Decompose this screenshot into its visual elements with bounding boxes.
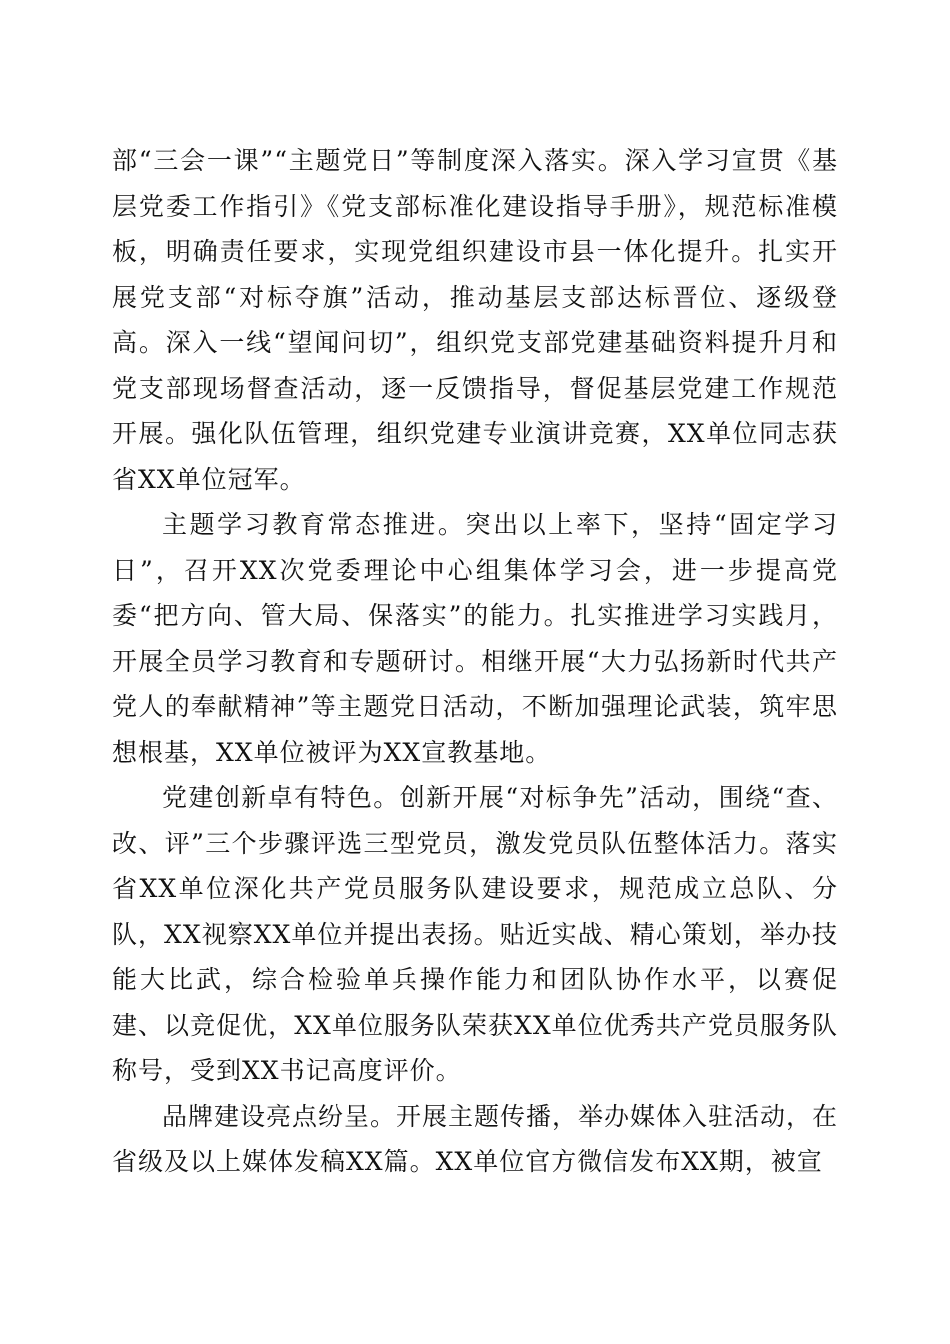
paragraph-theme-study: 主题学习教育常态推进。突出以上率下，坚持“固定学习日”，召开XX次党委理论中心组集体学习会，进一步提高党委“把方向、管大局、保落实”的能力。扎实推进学习实践月，开展全员学习教育和专题研讨。相继开展“大力弘扬新时代共产党人的奉献精神”等主题党日活动，不断加强理论武装，筑牢思想根基，XX单位被评为XX宣教基地。 [112, 510, 838, 767]
document-body [112, 138, 838, 1185]
paragraph-brand-building: 品牌建设亮点纷呈。开展主题传播，举办媒体入驻活动，在省级及以上媒体发稿XX篇。XX单位官方微信发布XX期，被宣 [112, 1101, 839, 1176]
paragraph-party-innovation: 党建创新卓有特色。创新开展“对标争先”活动，围绕“查、改、评”三个步骤评选三型党员，激发党员队伍整体活力。落实省XX单位深化共产党员服务队建设要求，规范成立总队、分队，XX视察XX单位并提出表扬。贴近实战、精心策划，举办技能大比武，综合检验单兵操作能力和团队协作水平，以赛促建、以竞促优，XX单位服务队荣获XX单位优秀共产党员服务队称号，受到XX书记高度评价。 [112, 783, 838, 1085]
paragraph-continuation: 部“三会一课”“主题党日”等制度深入落实。深入学习宣贯《基层党委工作指引》《党支部标准化建设指导手册》，规范标准模板，明确责任要求，实现党组织建设市县一体化提升。扎实开展党支部“对标夺旗”活动，推动基层支部达标晋位、逐级登高。深入一线“望闻问切”，组织党支部党建基础资料提升月和党支部现场督查活动，逐一反馈指导，督促基层党建工作规范开展。强化队伍管理，组织党建专业演讲竞赛，XX单位同志获省XX单位冠军。 [112, 146, 838, 494]
